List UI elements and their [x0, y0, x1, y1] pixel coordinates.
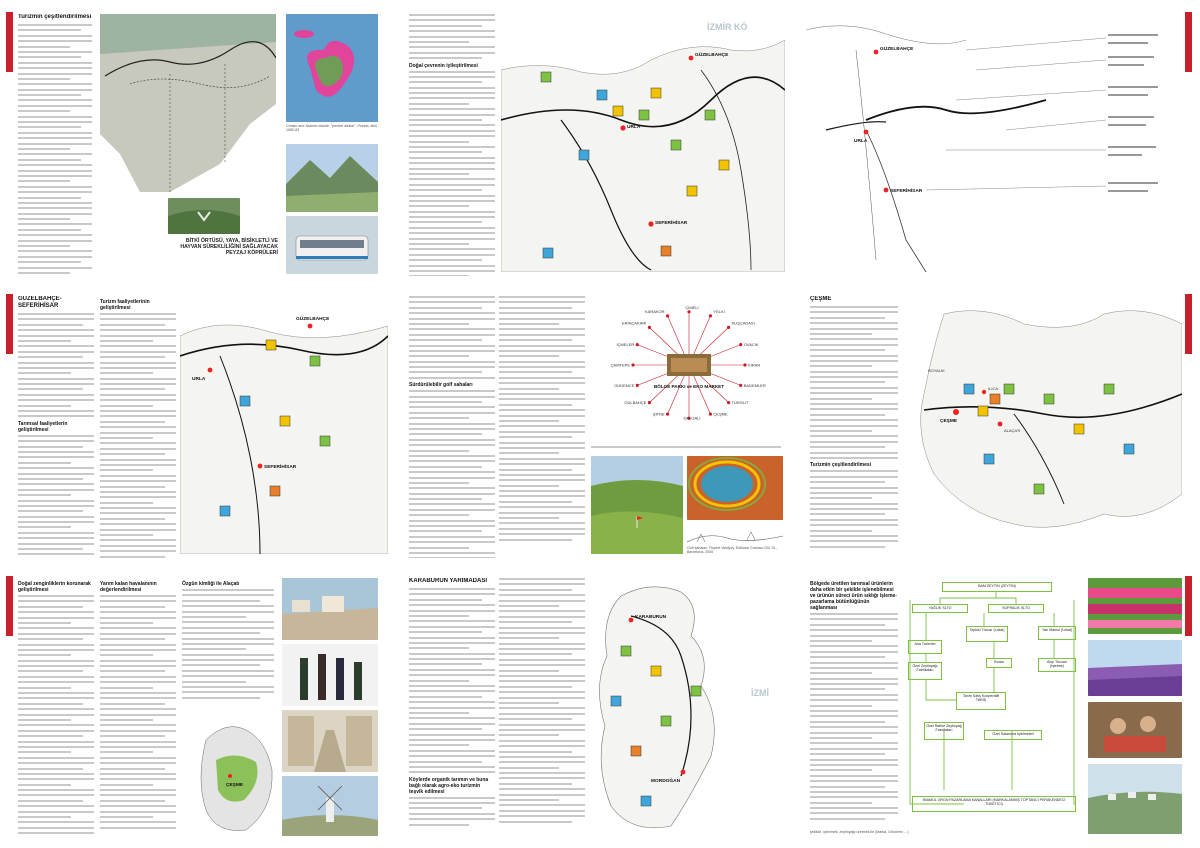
spoke-node — [739, 343, 742, 346]
flow-right-title: SOFRALIK SLTO — [988, 604, 1044, 613]
mountain-photo — [286, 144, 378, 212]
page-route-map — [806, 6, 1192, 276]
flow-node: Tarım Satış Kooperatifi TARİŞ — [956, 692, 1006, 710]
satellite-map — [100, 14, 276, 194]
subheading: Köylerde organik tarımın ve buna bağlı olarak agro-eko turizmin teşvik edilmesi — [409, 776, 489, 795]
flow-node: Özel Zeytinyağı Fabrikaları — [908, 662, 942, 680]
spoke-label: ÇAMTEPE — [610, 362, 630, 368]
spoke-node — [709, 314, 712, 317]
page-bolge-parki — [405, 288, 791, 558]
flow-top-box: BAM ZEYTİN (ZEYTİN) — [942, 582, 1052, 592]
section-heading: Doğal çevrenin iyileştirilmesi — [409, 62, 478, 69]
spoke-label: KIRAN — [748, 362, 761, 368]
section-heading: GÜZELBAHÇE-SEFERİHİSAR — [18, 296, 62, 309]
spoke-node — [636, 384, 639, 387]
spoke-label: OVACIK — [743, 342, 759, 348]
text-column-2 — [499, 296, 585, 544]
spoke-node — [648, 401, 651, 404]
spoke-node — [666, 314, 669, 317]
flow-node: Özel Rafine Zeytinyağ Fabrikaları — [924, 722, 964, 740]
golf-sketch — [687, 524, 783, 546]
bridge-caption: BİTKİ ÖRTÜSÜ, YAYA, BİSİKLETLİ VE HAYVAN SÜREKLİLİĞİNİ SAĞLAYACAK PEYZAJ KÖPRÜLERİ — [180, 238, 278, 257]
spoke-node — [636, 343, 639, 346]
karaburun-map — [591, 576, 787, 836]
svg-text:BÖLGE PARKI ve EKO MARKET: BÖLGE PARKI ve EKO MARKET — [653, 384, 725, 389]
spoke-node — [727, 401, 730, 404]
text-column-3 — [182, 578, 274, 702]
flow-node: Borsa — [986, 658, 1012, 668]
cesme-area-map — [196, 710, 276, 836]
flow-node: Yarı Mamul (Lokal) — [1038, 626, 1076, 640]
lavender-field-photo — [1088, 640, 1182, 696]
page-tarimsal-urunler — [806, 570, 1192, 840]
geothermal-spring-photo — [687, 456, 783, 520]
text-column — [810, 578, 898, 823]
tulip-field-photo — [1088, 578, 1182, 634]
flow-connectors — [904, 580, 1082, 816]
photo-caption: Christo and Jeanne-claude, "pembe adalar", Florida, abd, 1980-83 — [286, 124, 378, 133]
subheading: Yarım kalan havalanının değerlendirilmesi — [100, 581, 157, 593]
subheading: Turizmin çeşitlendirilmesi — [810, 462, 872, 469]
spoke-node — [631, 363, 634, 366]
page-tab — [6, 12, 13, 72]
spoke-label: ERİNÇAKARI — [621, 320, 647, 326]
flow-node: Özel Salamura İşletmeleri — [984, 730, 1042, 740]
region-map-symbols — [501, 10, 785, 272]
section-heading: KARABURUN YARIMADASI — [409, 578, 488, 584]
spoke-node — [666, 413, 669, 416]
spoke-label: ÇEŞME — [713, 411, 728, 417]
spoke-node — [648, 326, 651, 329]
svg-text:İZMİ: İZMİ — [751, 688, 769, 698]
flow-node: Alışı Tüccarı (İşletme) — [1038, 658, 1076, 672]
text-column — [810, 296, 898, 551]
page-tab — [6, 294, 13, 354]
text-column-2 — [100, 296, 176, 558]
spoke-label: GÜLBAHÇE — [624, 400, 647, 406]
text-column — [409, 14, 495, 276]
spoke-label: TURGUT — [731, 400, 749, 406]
section-heading: Turizmin çeşitlendirilmesi — [18, 14, 92, 20]
stone-street-photo — [282, 710, 378, 772]
svg-text:URLA: URLA — [192, 377, 206, 382]
svg-text:GÜZELBAHÇE: GÜZELBAHÇE — [296, 317, 330, 322]
subheading: Tarımsal faaliyetlerin geliştirilmesi — [18, 420, 68, 433]
svg-text:GÜZELBAHÇE: GÜZELBAHÇE — [695, 53, 729, 58]
text-column-2 — [100, 578, 176, 832]
text-column-1 — [409, 578, 495, 829]
coastal-town-photo — [1088, 764, 1182, 834]
spoke-label: KUŞÇADASI — [731, 320, 755, 326]
photo-caption: Golf sahaları, Rupert Vasilyev, Editorial Gustavo Gili, SL, Barcelona, 2005 — [687, 546, 777, 555]
tram-photo — [286, 216, 378, 274]
page-tab — [1185, 12, 1192, 72]
subheading: Özgün kimliği ile Alaçatı — [182, 581, 240, 587]
spoke-label: ÇİMELİ — [685, 304, 699, 310]
page-tab — [1185, 576, 1192, 636]
section-heading: ÇEŞME — [810, 296, 832, 302]
spoke-label: KARAKOR — [645, 308, 665, 314]
flow-node: Tepkisi Tüccar (Lokal) — [966, 626, 1008, 642]
spoke-label: GÜDENCE — [614, 382, 635, 388]
svg-text:SEFERİHİSAR: SEFERİHİSAR — [890, 189, 923, 194]
flow-node: Ana Turizmin — [908, 640, 942, 654]
wine-bottles-photo — [282, 644, 378, 706]
page-dogal-zenginlikler — [6, 570, 392, 840]
spoke-label: ŞİFNE — [652, 411, 665, 417]
svg-text:BOYALIK: BOYALIK — [928, 368, 945, 373]
page-turizm-cesitlendirilmesi — [6, 6, 392, 276]
flow-bottom-box: İMAMOL ORGN PAZARLAMA KANALLARI (MARKALANMIŞ TOPTANCI PERAKENDECİ TÜKETİCİ) — [912, 796, 1076, 812]
windmill-photo — [282, 776, 378, 836]
picnic-people-photo — [1088, 702, 1182, 758]
spoke-label: YELKİ — [713, 308, 725, 314]
svg-text:KARABURUN: KARABURUN — [635, 615, 667, 620]
svg-text:URLA: URLA — [627, 125, 641, 130]
page-caption: şekilde, işlenmek: zeytinyağı üretmek ile (Marka, Ürünlerin …) — [810, 830, 909, 834]
page-tab — [6, 576, 13, 636]
guzelbahce-map — [180, 296, 388, 554]
spoke-node — [727, 326, 730, 329]
pink-islands-photo — [286, 14, 378, 122]
eco-market-radial-diagram — [591, 294, 787, 444]
spoke-node — [687, 310, 690, 313]
svg-text:İZMİR KÖ: İZMİR KÖ — [707, 22, 748, 32]
svg-text:ALAÇATI: ALAÇATI — [1004, 428, 1021, 433]
subheading: Doğal zenginliklerin korunarak geliştirilmesi — [18, 581, 91, 593]
text-column-2 — [499, 578, 585, 826]
route-line-map — [806, 10, 1182, 272]
spoke-node — [743, 363, 746, 366]
spoke-label: İÇMELER — [616, 342, 635, 348]
subheading: Turizm faaliyetlerinin geliştirilmesi — [100, 299, 150, 311]
flow-left-title: YAĞLIK SLTO — [912, 604, 968, 613]
spoke-label: BADEMLER — [743, 382, 766, 388]
page-karaburun — [405, 570, 791, 840]
page-tab — [1185, 294, 1192, 354]
cesme-map — [904, 294, 1182, 552]
svg-text:ÇEŞME: ÇEŞME — [226, 783, 244, 788]
svg-text:SEFERİHİSAR: SEFERİHİSAR — [264, 465, 297, 470]
page-dogal-cevre — [405, 6, 791, 276]
golf-course-photo — [591, 456, 683, 554]
spoke-label: DALGALI — [683, 415, 701, 421]
svg-text:URLA: URLA — [854, 139, 868, 144]
page-cesme — [806, 288, 1192, 558]
svg-text:MORDOĞAN: MORDOĞAN — [651, 779, 681, 784]
text-column — [18, 14, 92, 276]
harbor-photo — [282, 578, 378, 640]
text-column-1 — [18, 578, 94, 838]
landscape-bridge-photo — [168, 198, 240, 234]
svg-text:ÇEŞME: ÇEŞME — [940, 419, 958, 424]
spoke-node — [709, 413, 712, 416]
text-column-1 — [18, 296, 94, 558]
page-guzelbahce-seferihisar — [6, 288, 392, 558]
text-column-1 — [409, 296, 495, 558]
svg-text:SEFERİHİSAR: SEFERİHİSAR — [655, 221, 688, 226]
diagram-caption — [591, 446, 781, 451]
svg-text:ILICA: ILICA — [988, 386, 999, 391]
svg-text:GÜZELBAHÇE: GÜZELBAHÇE — [880, 47, 914, 52]
subheading: Bölgede üretilen tarımsal ürünlerin daha etkin bir şekilde işlenebilmesi ve ürünün süreci ürün sıklığı işleme-pazarlama bütünlüğünün sağlanması — [810, 581, 897, 611]
spoke-node — [739, 384, 742, 387]
subheading: Sürdürülebilir golf sahaları — [409, 382, 473, 389]
